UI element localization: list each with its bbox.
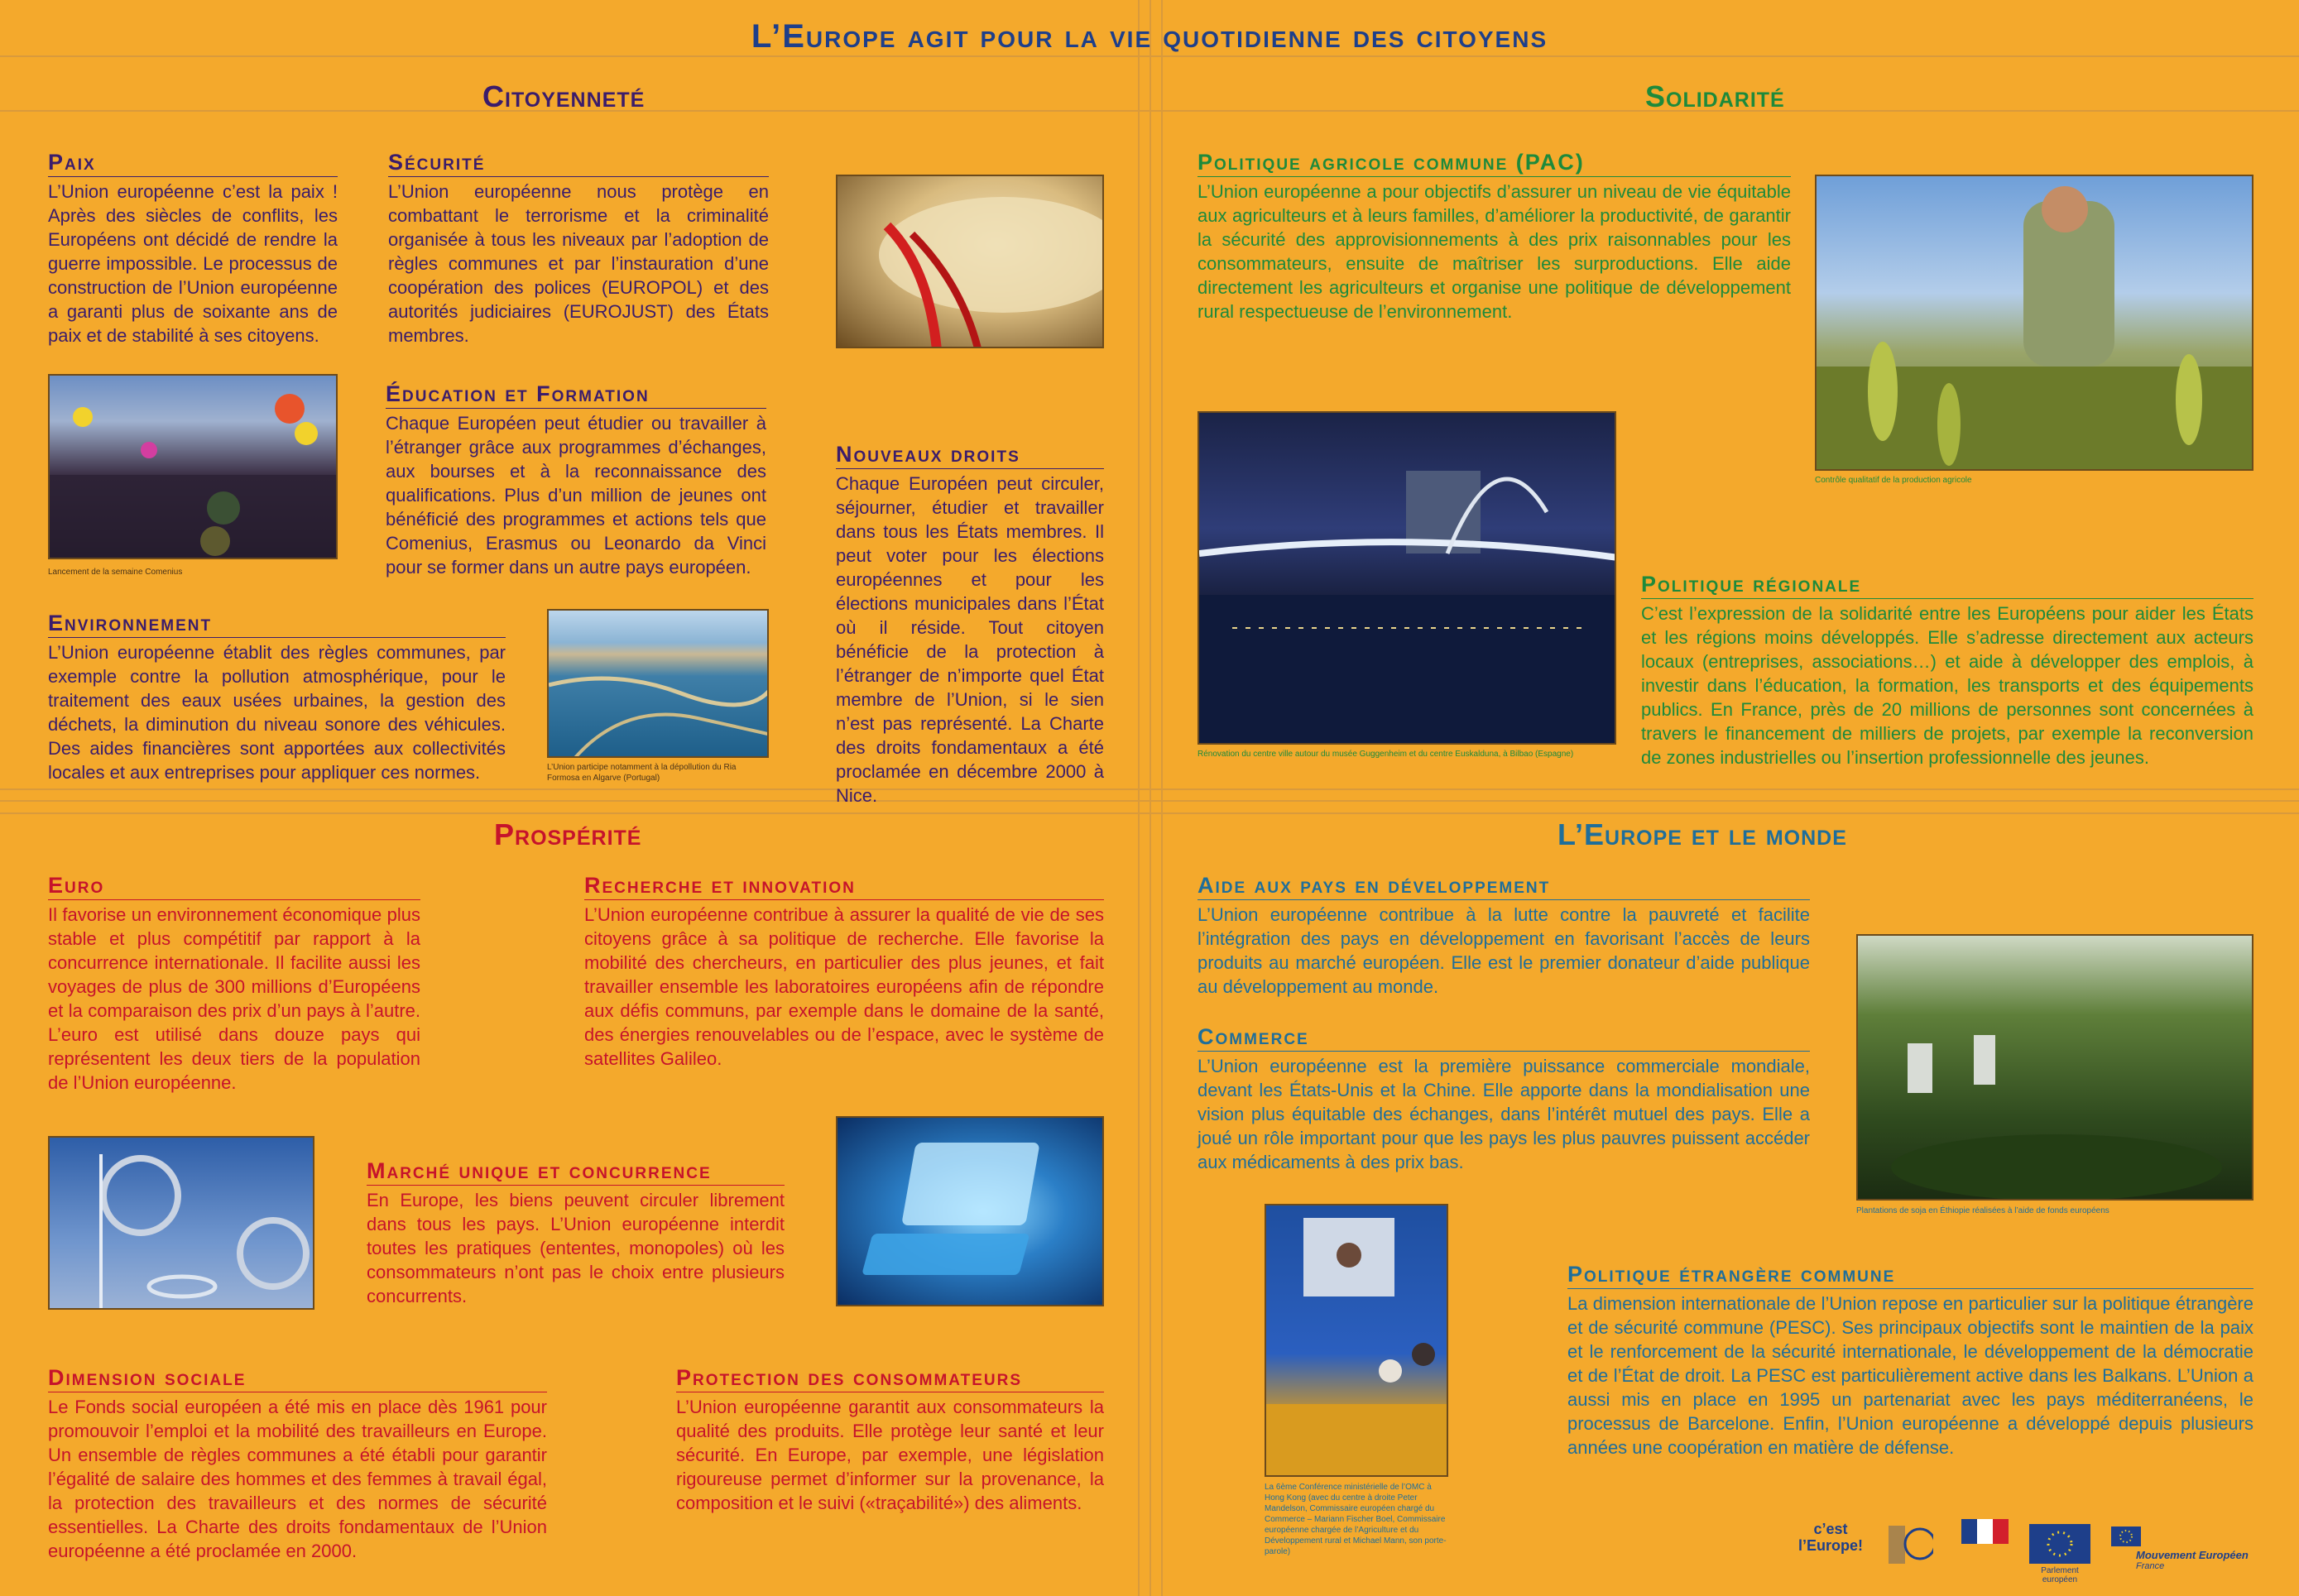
block-aide [1197, 872, 1810, 999]
cest-leurope-logo: c’est l’Europe! [1797, 1521, 1863, 1554]
text-environnement: L’Union européenne établit des règles communes, par exemple contre la pollution atmosphérique, pour le traitement des eaux usées urbaines, la gestion des déchets, la diminution du niveau sonore des véhicules. Des aides financières sont apportées aux collectivités locales et aux entreprises pour appliquer ces normes. [48, 642, 506, 783]
page-title: L’Europe agit pour la vie quotidienne des citoyens [751, 18, 1548, 55]
lagoon-illustration [549, 611, 769, 758]
block-commerce [1197, 1023, 1810, 1174]
block-marche [367, 1157, 785, 1308]
heading-aide: Aide aux pays en développement [1197, 872, 1810, 900]
mouvement-europeen-logo [2111, 1527, 2253, 1571]
section-title-prosperite: Prospérité [494, 817, 642, 851]
text-euro: Il favorise un environnement économique plus stable et plus compétitif par rapport à la concurrence internationale. Il facilite aussi les voyages de plus de 300 millions d’Européens et la comparaison des prix d’un pays à l’autre. L’euro est utilisé dans douze pays qui représentent les deux tiers de la population de l’Union européenne. [48, 904, 420, 1093]
text-commerce: L’Union européenne est la première puissance commerciale mondiale, devant les États-Unis et la Chine. Elle apporte dans la mondialisation une vision plus équitable des échanges, dans l’intérêt mutuel des pays. Elle a joué un rôle important pour que les pays les plus pauvres puissent accéder aux médicaments à des prix bas. [1197, 1056, 1810, 1172]
mouvement-label: Mouvement Européen [2136, 1549, 2249, 1561]
text-consommateurs: L’Union européenne garantit aux consommateurs la qualité des produits. Elle protège leur santé et leur sécurité. En Europe, par exemple, une législation rigoureuse permet d’informer sur la provenance, la composition et le suivi («traçabilité») des aliments. [676, 1397, 1104, 1513]
heading-nouveaux-droits: Nouveaux droits [836, 441, 1104, 469]
conference-illustration [1266, 1205, 1448, 1477]
divider [1161, 0, 1163, 1596]
parlement-label: Parlement européen [2041, 1566, 2079, 1584]
photo-conference [1265, 1204, 1448, 1477]
section-title-solidarite: Solidarité [1645, 79, 1785, 113]
block-nouveaux-droits [836, 441, 1104, 808]
heading-education: Éducation et Formation [386, 381, 766, 409]
block-sociale [48, 1364, 547, 1563]
parlement-europeen-logo [2029, 1524, 2090, 1584]
block-pesc [1567, 1261, 2253, 1459]
heading-pac: Politique agricole commune (PAC) [1197, 149, 1791, 177]
photo-bridge [1197, 411, 1616, 745]
photo-laptop [836, 1116, 1104, 1306]
heading-recherche: Recherche et innovation [584, 872, 1104, 900]
section-title-monde: L’Europe et le monde [1557, 817, 1847, 851]
caption-conference: La 6ème Conférence ministérielle de l’OMC à Hong Kong (avec du centre à droite Peter Mandelson, Commissaire européen chargé du Commerce – Mariann Fischer Boel, Commissaire européenne chargée de l’Agriculture et du Développement rural et Michael Mann, son porte-parole) [1265, 1483, 1447, 1556]
heading-pesc: Politique étrangère commune [1567, 1261, 2253, 1289]
heading-marche: Marché unique et concurrence [367, 1157, 785, 1186]
bridge-illustration [1199, 413, 1616, 745]
eu-flag-small-icon [2111, 1527, 2141, 1546]
block-environnement [48, 610, 506, 784]
block-paix [48, 149, 338, 347]
caption-forest: Plantations de soja en Éthiopie réalisées à l’aide de fonds européens [1856, 1206, 2109, 1215]
heading-regionale: Politique régionale [1641, 571, 2253, 599]
eu-flag-icon [2029, 1524, 2090, 1564]
photo-forest [1856, 934, 2253, 1201]
text-nouveaux-droits: Chaque Européen peut circuler, séjourner, étudier et travailler dans tous les États membres. Il peut voter pour les élections européennes et pour les élections municipales dans l’État où il réside. Tout citoyen bénéficie de la protection à l’étranger de n’importe quel État membre de l’Union, si le sien n’est pas représenté. La Charte des droits fondamentaux a été proclamée en décembre 2000 à Nice. [836, 473, 1104, 806]
text-pac: L’Union européenne a pour objectifs d’assurer un niveau de vie équitable aux agriculteurs et à leurs familles, d’améliorer la productivité, de garantir la sécurité des approvisionnements à des prix raisonnables pour les consommateurs, ensuite de maîtriser les surproductions. Elle aide directement les agriculteurs et organise une politique de développement rural respectueuse de l’environnement. [1197, 181, 1791, 322]
caption-bridge: Rénovation du centre ville autour du musée Guggenheim et du centre Euskalduna, à Bilbao (Espagne) [1197, 750, 1574, 759]
photo-euro-sculpture [48, 1136, 314, 1310]
parchment-illustration [838, 176, 1104, 348]
caption-lagoon: L’Union participe notamment à la dépollution du Ria Formosa en Algarve (Portugal) [547, 763, 737, 783]
france-label: France [2136, 1561, 2165, 1571]
heading-euro: Euro [48, 872, 420, 900]
balloons-illustration [50, 376, 338, 559]
photo-lagoon [547, 609, 769, 758]
block-education [386, 381, 766, 579]
block-recherche [584, 872, 1104, 1071]
text-pesc: La dimension internationale de l’Union repose en particulier sur la politique étrangère et de sécurité commune (PESC). Ses principaux objectifs sont le maintien de la paix et le renforcement de la sécurité internationale, le développement de la démocratie et de l’État de droit. La PESC est particulièrement active dans les Balkans. L’Union a aussi mis en place en 1995 un partenariat avec les pays méditerranéens, le processus de Barcelone. Enfin, l’Union européenne a développé depuis plusieurs années une coopération en matière de défense. [1567, 1293, 2253, 1458]
divider [1138, 0, 1140, 1596]
block-securite [388, 149, 769, 347]
wheat-illustration [1817, 176, 2253, 471]
text-paix: L’Union européenne c’est la paix ! Après des siècles de conflits, les Européens ont décidé de rendre la guerre impossible. Le processus de construction de l’Union européenne a garanti plus de soixante ans de paix et de stabilité à ses citoyens. [48, 181, 338, 346]
photo-parchment [836, 175, 1104, 348]
heading-securite: Sécurité [388, 149, 769, 177]
section-title-citoyennete: Citoyenneté [482, 79, 646, 113]
photo-crowd [48, 374, 338, 559]
text-securite: L’Union européenne nous protège en combattant le terrorisme et la criminalité organisée à tous les niveaux par l’adoption de règles communes et par l’instauration d’une coopération des polices (EUROPOL) et des autorités judiciaires (EUROJUST) des États membres. [388, 181, 769, 346]
caption-crowd: Lancement de la semaine Comenius [48, 568, 183, 577]
heading-environnement: Environnement [48, 610, 506, 638]
text-marche: En Europe, les biens peuvent circuler librement dans tous les pays. L’Union européenne interdit toutes les pratiques (ententes, monopoles) où les consommateurs n’ont pas le choix entre plusieurs concurrents. [367, 1190, 785, 1306]
forest-illustration [1858, 936, 2253, 1201]
block-pac [1197, 149, 1791, 324]
heading-paix: Paix [48, 149, 338, 177]
text-regionale: C’est l’expression de la solidarité entre les Européens pour aider les États et les régions moins développés. Elle s’adresse directement aux acteurs locaux (entreprises, associations…) et aide à développer des emplois, à investir dans l’éducation, la formation, les transports et des équipements publics. En France, près de 20 millions de personnes sont concernées à travers le financement de milliers de projets, par exemple la reconversion de zones industrielles ou l’insertion professionnelle des jeunes. [1641, 603, 2253, 768]
heading-commerce: Commerce [1197, 1023, 1810, 1052]
heading-sociale: Dimension sociale [48, 1364, 547, 1392]
block-euro [48, 872, 420, 1095]
text-sociale: Le Fonds social européen a été mis en place dès 1961 pour promouvoir l’emploi et la mobilité des travailleurs en Europe. Un ensemble de règles communes a été établi pour garantir l’égalité de salaire des hommes et des femmes à travail égal, la protection des travailleurs et des normes de sécurité essentielles. La Charte des droits fondamentaux de l’Union européenne a été proclamée en 2000. [48, 1397, 547, 1561]
heading-consommateurs: Protection des consommateurs [676, 1364, 1104, 1392]
text-aide: L’Union européenne contribue à la lutte contre la pauvreté et facilite l’intégration des pays en développement en favorisant l’accès de leurs produits au marché européen. Elle est le premier donateur d’aide publique au développement au monde. [1197, 904, 1810, 997]
text-education: Chaque Européen peut étudier ou travailler à l’étranger grâce aux programmes d’échanges, aux bourses et à la reconnaissance des qualifications. Plus d’un million de jeunes ont bénéficié des programmes et actions tels que Comenius, Erasmus ou Leonardo da Vinci pour se former dans un autre pays européen. [386, 413, 766, 578]
block-consommateurs [676, 1364, 1104, 1515]
ministere-education-logo [1887, 1519, 1933, 1569]
republique-francaise-logo [1961, 1519, 2009, 1569]
divider [1150, 0, 1151, 1596]
block-regionale [1641, 571, 2253, 769]
photo-farmer [1815, 175, 2253, 471]
caption-farmer: Contrôle qualitatif de la production agricole [1815, 476, 1972, 485]
text-recherche: L’Union européenne contribue à assurer la qualité de vie de ses citoyens grâce à sa politique de recherche. Elle favorise la mobilité des chercheurs, en particulier des plus jeunes, et fait travailler ensemble les laboratoires européens afin de répondre aux défis communs, par exemple dans le domaine de la santé, des énergies renouvelables ou de l’espace, avec le système de satellites Galileo. [584, 904, 1104, 1069]
laptop-illustration [838, 1118, 1104, 1306]
euro-sculpture-illustration [50, 1138, 314, 1310]
